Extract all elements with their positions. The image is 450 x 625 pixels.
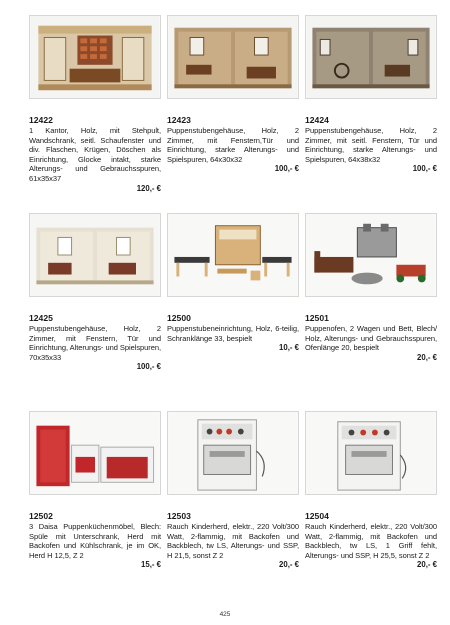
lot-price: 100,- € xyxy=(274,164,299,174)
dollhouse-white-rooms-image xyxy=(30,214,160,296)
lot-price: 20,- € xyxy=(417,560,437,570)
lot-price: 15,- € xyxy=(141,560,161,570)
lot-number: 12503 xyxy=(167,511,191,521)
lot-price: 20,- € xyxy=(417,352,437,362)
lot-12503 xyxy=(167,411,299,570)
lot-description: 3 Daisa Puppenküchenmöbel, Blech: Spüle mit Unterschrank, Herd mit Backofen und Kühlschrank, je im OK, Herd H 12,5, Z 2 xyxy=(29,522,161,560)
lot-number: 12424 xyxy=(305,115,329,125)
lot-number: 12422 xyxy=(29,115,53,125)
lot-12424 xyxy=(305,15,437,174)
lot-price: 100,- € xyxy=(412,164,437,174)
lot-number: 12504 xyxy=(305,511,329,521)
lot-photo xyxy=(29,213,161,297)
lot-12425 xyxy=(29,213,161,372)
page-number: 425 xyxy=(219,611,231,618)
lot-description: 1 Kantor, Holz, mit Stehpult, Wandschrank, seitl. Schaufenster und div. Flaschen, Krügen, Döschen als Einrichtung, Glocke intakt, starke Alterungs- und Gebrauchsspuren, 61x35x37 xyxy=(29,126,161,183)
lot-number: 12425 xyxy=(29,313,53,323)
lot-description: Puppenstubengehäuse, Holz, 2 Zimmer, mit Fenstern,Tür und Einrichtung, starke Alterungs- und Spielspuren, 64x30x32 xyxy=(167,126,299,164)
lot-photo xyxy=(305,213,437,297)
lot-number: 12502 xyxy=(29,511,53,521)
doll-stove-wagons-bed-image xyxy=(306,214,436,296)
dollhouse-two-rooms-image xyxy=(168,16,298,98)
lot-12504 xyxy=(305,411,437,570)
lot-12501 xyxy=(305,213,437,363)
lot-description: Puppenstubengehäuse, Holz, 2 Zimmer, mit seitl. Fenstern, Tür und Einrichtung, starke Alterungs- und Spielspuren, 64x38x32 xyxy=(305,126,437,164)
lot-description: Puppenofen, 2 Wagen und Bett, Blech/ Holz, Alterungs- und Gebrauchsspuren, Ofenlänge 20, bespielt xyxy=(305,324,437,353)
lot-number: 12500 xyxy=(167,313,191,323)
lot-photo xyxy=(29,411,161,495)
lot-price: 20,- € xyxy=(279,560,299,570)
doll-furniture-set-image xyxy=(168,214,298,296)
lot-price: 10,- € xyxy=(279,343,299,353)
lot-photo xyxy=(29,15,161,99)
lot-photo xyxy=(167,15,299,99)
toy-electric-stove-image xyxy=(306,412,436,494)
lot-photo xyxy=(305,411,437,495)
dollhouse-two-rooms-image xyxy=(306,16,436,98)
doll-kitchen-furniture-image xyxy=(30,412,160,494)
lot-number: 12501 xyxy=(305,313,329,323)
lot-description: Puppenstubeneinrichtung, Holz, 6-teilig, Schranklänge 33, bespielt xyxy=(167,324,299,343)
lot-12500 xyxy=(167,213,299,353)
lot-description: Rauch Kinderherd, elektr., 220 Volt/300 Watt, 2-flammig, mit Backofen und Backblech, tw LS, Alterungs- und SSP, H 21,5, sonst Z 2 xyxy=(167,522,299,560)
lot-description: Rauch Kinderherd, elektr., 220 Volt/300 Watt, 2-flammig, mit Backofen und Backblech, tw LS, 1 Griff fehlt, Alterungs- und SSP, H 25,5, sonst Z 2 xyxy=(305,522,437,560)
lot-12423 xyxy=(167,15,299,174)
lot-price: 100,- € xyxy=(136,362,161,372)
toy-electric-stove-image xyxy=(168,412,298,494)
lot-description: Puppenstubengehäuse, Holz, 2 Zimmer, mit Fenstern, Tür und Einrichtung, Alterungs- und Spielspuren, 70x35x33 xyxy=(29,324,161,362)
lot-photo xyxy=(167,213,299,297)
lot-number: 12423 xyxy=(167,115,191,125)
dollhouse-shop-image xyxy=(30,16,160,98)
lot-photo xyxy=(167,411,299,495)
lot-12502 xyxy=(29,411,161,570)
lot-price: 120,- € xyxy=(136,183,161,193)
lot-photo xyxy=(305,15,437,99)
lot-12422 xyxy=(29,15,161,194)
